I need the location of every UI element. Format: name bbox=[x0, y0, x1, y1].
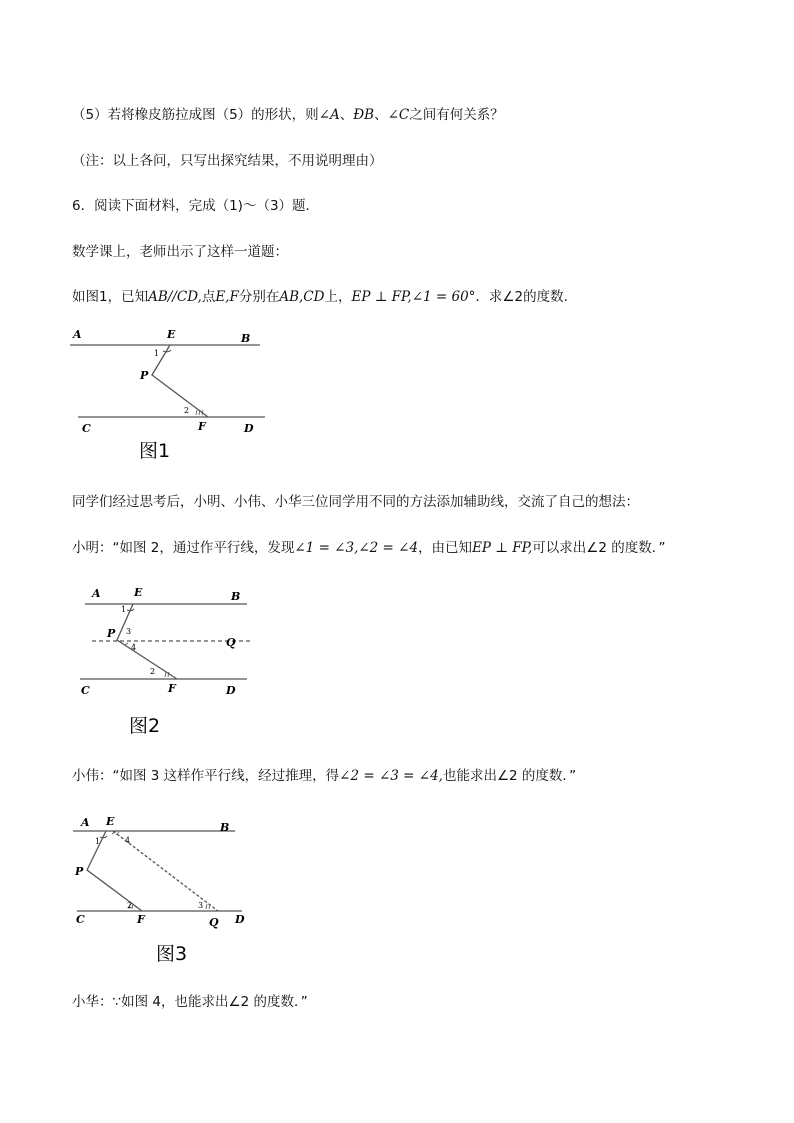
label-f: F bbox=[137, 913, 145, 926]
xiaowei-statement bbox=[72, 764, 576, 784]
figure-1-caption: 图1 bbox=[139, 440, 171, 462]
label-c: C bbox=[82, 422, 91, 435]
figure-3-caption: 图3 bbox=[156, 943, 188, 965]
discussion-text: 同学们经过思考后，小明、小伟、小华三位同学用不同的方法添加辅助线，交流了自己的想法： bbox=[72, 494, 639, 510]
label-p: P bbox=[140, 369, 149, 382]
label-d: D bbox=[226, 684, 236, 697]
problem-math: E,F bbox=[215, 289, 239, 305]
xiaoming-math: EP ⊥ FP, bbox=[472, 540, 533, 556]
angle-3-label: 3 bbox=[198, 901, 204, 910]
problem-text: 点 bbox=[201, 289, 216, 305]
problem-math: AB//CD, bbox=[148, 289, 202, 305]
problem-statement bbox=[72, 285, 577, 305]
label-a: A bbox=[73, 328, 82, 341]
label-q: Q bbox=[226, 636, 236, 649]
xiaowei-text: 小伟：“如图 3 这样作平行线，经过推理，得 bbox=[72, 768, 340, 784]
angle-3-label: 3 bbox=[126, 627, 132, 636]
figure-2-caption: 图2 bbox=[129, 715, 161, 737]
label-e: E bbox=[134, 586, 143, 599]
label-b: B bbox=[241, 332, 251, 345]
label-e: E bbox=[106, 815, 115, 828]
xiaoming-text: 可以求出∠2 的度数．” bbox=[532, 540, 666, 556]
xiaohua-statement: 小华：∵如图 4，也能求出∠2 的度数．” bbox=[72, 994, 308, 1010]
problem-text: 上， bbox=[324, 289, 352, 305]
problem-text: ．求∠2的度数． bbox=[475, 289, 578, 305]
angle-1-label: 1 bbox=[95, 837, 101, 846]
xiaoming-text: ，由已知 bbox=[418, 540, 473, 556]
angle-b: ÐB bbox=[353, 107, 375, 123]
separator: 、 bbox=[339, 107, 354, 123]
figure-3 bbox=[65, 810, 265, 970]
intro-text: 数学课上，老师出示了这样一道题： bbox=[72, 244, 288, 260]
label-e: E bbox=[167, 328, 176, 341]
figure-2 bbox=[70, 580, 270, 745]
label-b: B bbox=[231, 590, 241, 603]
label-a: A bbox=[92, 587, 101, 600]
question-5-end: 之间有何关系？ bbox=[409, 107, 504, 123]
question-5-text: （5）若将橡皮筋拉成图（5）的形状，则 bbox=[72, 107, 319, 123]
angle-4-label: 4 bbox=[125, 836, 131, 845]
label-f: F bbox=[168, 682, 176, 695]
label-p: P bbox=[107, 627, 116, 640]
label-f: F bbox=[198, 420, 206, 433]
separator: 、 bbox=[374, 107, 388, 123]
question-5 bbox=[72, 103, 504, 123]
angle-2-label: 2 bbox=[184, 406, 190, 415]
label-b: B bbox=[220, 821, 230, 834]
problem-math: EP ⊥ FP,∠1 = 60° bbox=[351, 289, 476, 305]
angle-4-label: 4 bbox=[131, 643, 137, 652]
xiaowei-math: ∠2 = ∠3 = ∠4, bbox=[339, 768, 443, 784]
problem-text: 如图1，已知 bbox=[72, 289, 149, 305]
note: （注：以上各问，只写出探究结果，不用说明理由） bbox=[72, 153, 383, 169]
angle-a: ∠A bbox=[318, 107, 340, 123]
label-d: D bbox=[235, 913, 245, 926]
angle-2-label: 2 bbox=[127, 901, 133, 910]
label-a: A bbox=[81, 816, 90, 829]
label-c: C bbox=[76, 913, 85, 926]
figure-1 bbox=[60, 320, 280, 465]
label-c: C bbox=[81, 684, 90, 697]
problem-text: 分别在 bbox=[238, 289, 280, 305]
angle-1-label: 1 bbox=[121, 605, 127, 614]
angle-1-label: 1 bbox=[154, 349, 160, 358]
xiaoming-statement bbox=[72, 536, 666, 556]
xiaoming-math: ∠1 = ∠3,∠2 = ∠4 bbox=[294, 540, 419, 556]
angle-2-label: 2 bbox=[150, 667, 156, 676]
label-q: Q bbox=[209, 916, 219, 929]
label-p: P bbox=[75, 865, 84, 878]
xiaowei-text: 也能求出∠2 的度数．” bbox=[442, 768, 577, 784]
problem-math: AB,CD bbox=[279, 289, 325, 305]
question-6-title: 6．阅读下面材料，完成（1)～（3）题． bbox=[72, 198, 320, 214]
xiaoming-text: 小明：“如图 2，通过作平行线，发现 bbox=[72, 540, 295, 556]
label-d: D bbox=[244, 422, 254, 435]
angle-c: ∠C bbox=[387, 107, 410, 123]
